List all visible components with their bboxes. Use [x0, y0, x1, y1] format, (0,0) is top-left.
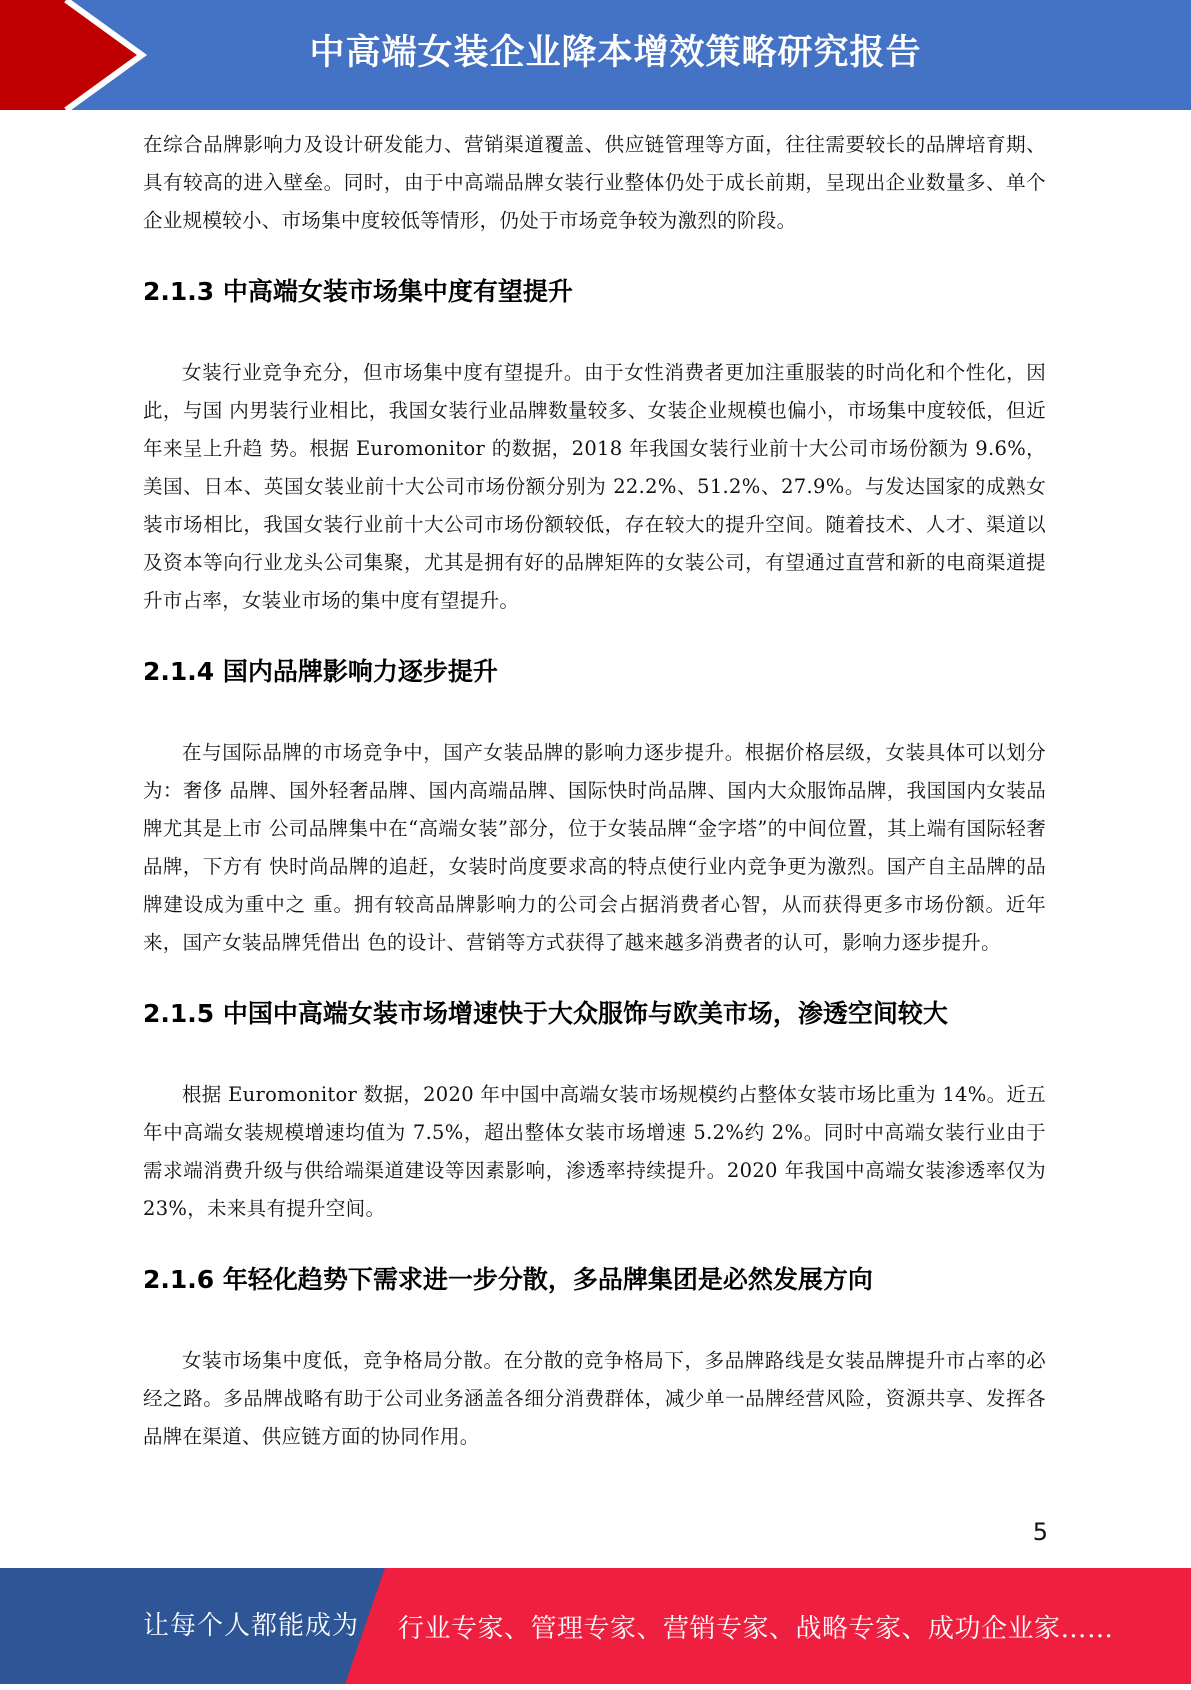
document-body	[143, 126, 1046, 1456]
section-heading-2-1-5: 2.1.5 中国中高端女装市场增速快于大众服饰与欧美市场，渗透空间较大	[143, 999, 948, 1028]
page-number: 5	[1032, 1518, 1048, 1546]
footer-slogan-left: 让每个人都能成为	[143, 1611, 360, 1641]
section-heading-2-1-4: 2.1.4 国内品牌影响力逐步提升	[143, 657, 498, 686]
chevron-arrow-icon	[0, 0, 150, 110]
page-header-title: 中高端女装企业降本增效策略研究报告	[309, 33, 922, 73]
section-paragraph-2-1-5: 根据 Euromonitor 数据，2020 年中国中高端女装市场规模约占整体女装市场比重为 14%。近五年中高端女装规模增速均值为 7.5%，超出整体女装市场增速 5.2%约 2%。同时中高端女装行业由于需求端消费升级与供给端渠道建设等因素影响，渗透率持续提升。2020 年我国中高端女装渗透率仅为 23%，未来具有提升空间。	[143, 1083, 1046, 1220]
footer-slogan-right: 行业专家、管理专家、营销专家、战略专家、成功企业家……	[398, 1614, 1114, 1644]
footer-band	[0, 1568, 1191, 1684]
intro-paragraph: 在综合品牌影响力及设计研发能力、营销渠道覆盖、供应链管理等方面，往往需要较长的品牌培育期、具有较高的进入壁垒。同时，由于中高端品牌女装行业整体仍处于成长前期，呈现出企业数量多、单个企业规模较小、市场集中度较低等情形，仍处于市场竞争较为激烈的阶段。	[143, 133, 1046, 232]
section-heading-2-1-3: 2.1.3 中高端女装市场集中度有望提升	[143, 277, 573, 306]
section-paragraph-2-1-3: 女装行业竞争充分，但市场集中度有望提升。由于女性消费者更加注重服装的时尚化和个性化，因此，与国 内男装行业相比，我国女装行业品牌数量较多、女装企业规模也偏小，市场集中度较低，但近年来呈上升趋 势。根据 Euromonitor 的数据，2018 年我国女装行业前十大公司市场份额为 9.6%，美国、日本、英国女装业前十大公司市场份额分别为 22.2%、51.2%、27.9%。与发达国家的成熟女装市场相比，我国女装行业前十大公司市场份额较低，存在较大的提升空间。随着技术、人才、渠道以及资本等向行业龙头公司集聚，尤其是拥有好的品牌矩阵的女装公司，有望通过直营和新的电商渠道提升市占率，女装业市场的集中度有望提升。	[143, 361, 1046, 612]
header-band	[0, 0, 1191, 110]
section-paragraph-2-1-6: 女装市场集中度低，竞争格局分散。在分散的竞争格局下，多品牌路线是女装品牌提升市占率的必经之路。多品牌战略有助于公司业务涵盖各细分消费群体，减少单一品牌经营风险，资源共享、发挥各品牌在渠道、供应链方面的协同作用。	[143, 1349, 1046, 1448]
section-heading-2-1-6: 2.1.6 年轻化趋势下需求进一步分散，多品牌集团是必然发展方向	[143, 1265, 873, 1294]
section-paragraph-2-1-4: 在与国际品牌的市场竞争中，国产女装品牌的影响力逐步提升。根据价格层级，女装具体可以划分为：奢侈 品牌、国外轻奢品牌、国内高端品牌、国际快时尚品牌、国内大众服饰品牌，我国国内女装品牌尤其是上市 公司品牌集中在“高端女装”部分，位于女装品牌“金字塔”的中间位置，其上端有国际轻奢品牌，下方有 快时尚品牌的追赶，女装时尚度要求高的特点使行业内竞争更为激烈。国产自主品牌的品牌建设成为重中之 重。拥有较高品牌影响力的公司会占据消费者心智，从而获得更多市场份额。近年来，国产女装品牌凭借出 色的设计、营销等方式获得了越来越多消费者的认可，影响力逐步提升。	[143, 741, 1046, 954]
